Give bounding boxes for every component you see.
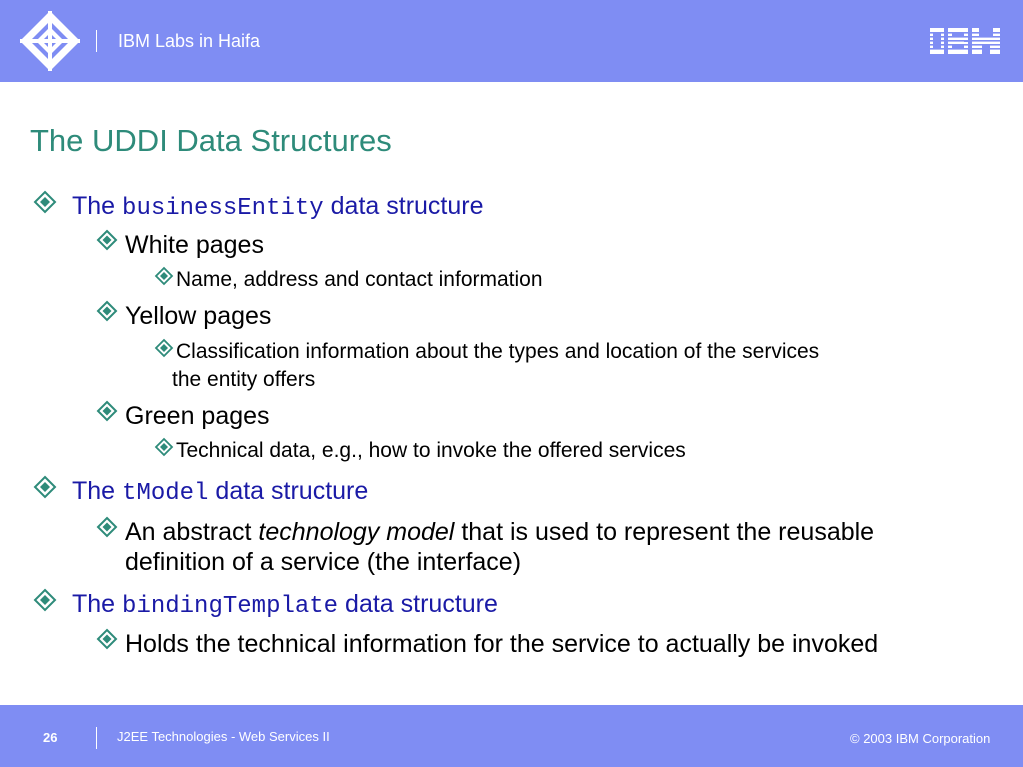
diamond-bullet-icon bbox=[154, 266, 174, 286]
diamond-logo-icon bbox=[18, 9, 82, 73]
footer-divider bbox=[96, 727, 97, 749]
diamond-bullet-icon bbox=[95, 399, 119, 423]
diamond-bullet-icon bbox=[32, 189, 58, 215]
code-business-entity: businessEntity bbox=[122, 195, 324, 222]
yellow-pages-detail-line2: the entity offers bbox=[172, 368, 316, 391]
footer-bar bbox=[0, 705, 1023, 767]
bullet-green-pages bbox=[125, 402, 270, 431]
bullet-tmodel-detail bbox=[125, 518, 874, 547]
tmodel-detail-start: An abstract bbox=[125, 518, 252, 546]
tmodel-detail-end: that is used to represent the reusable bbox=[461, 518, 875, 546]
diamond-bullet-icon bbox=[95, 228, 119, 252]
diamond-bullet-icon bbox=[95, 299, 119, 323]
bullet-business-entity bbox=[72, 192, 484, 222]
diamond-bullet-icon bbox=[95, 627, 119, 651]
bullet-suffix: data structure bbox=[345, 590, 498, 618]
bullet-binding-template bbox=[72, 590, 498, 620]
diamond-bullet-icon bbox=[95, 515, 119, 539]
bullet-prefix: The bbox=[72, 477, 116, 505]
diamond-bullet-icon bbox=[154, 338, 174, 358]
header-bar bbox=[0, 0, 1023, 82]
footer-course: J2EE Technologies - Web Services II bbox=[117, 729, 330, 744]
diamond-bullet-icon bbox=[32, 587, 58, 613]
bullet-prefix: The bbox=[72, 590, 116, 618]
ibm-logo-icon bbox=[930, 26, 1000, 56]
diamond-bullet-icon bbox=[32, 474, 58, 500]
bullet-suffix: data structure bbox=[330, 192, 484, 220]
diamond-bullet-icon bbox=[154, 437, 174, 457]
page-number: 26 bbox=[43, 730, 58, 745]
binding-template-detail: Holds the technical information for the service to actually be invoked bbox=[125, 630, 879, 658]
white-pages-label: White pages bbox=[125, 231, 264, 259]
tmodel-detail-italic: technology model bbox=[258, 518, 455, 546]
bullet-binding-template-detail bbox=[125, 630, 878, 659]
bullet-green-pages-detail bbox=[176, 439, 686, 463]
tmodel-detail-line2: definition of a service (the interface) bbox=[125, 548, 522, 576]
yellow-pages-label: Yellow pages bbox=[125, 302, 272, 330]
slide-title: The UDDI Data Structures bbox=[30, 123, 392, 158]
yellow-pages-detail-line1: Classification information about the types and location of the services bbox=[176, 340, 820, 363]
white-pages-detail: Name, address and contact information bbox=[176, 268, 543, 291]
bullet-tmodel bbox=[72, 477, 368, 507]
bullet-white-pages-detail bbox=[176, 268, 543, 292]
bullet-white-pages bbox=[125, 231, 264, 260]
bullet-yellow-pages bbox=[125, 302, 271, 331]
green-pages-detail: Technical data, e.g., how to invoke the offered services bbox=[176, 439, 686, 462]
footer-copyright: © 2003 IBM Corporation bbox=[850, 731, 991, 746]
code-tmodel: tModel bbox=[122, 480, 209, 507]
bullet-prefix: The bbox=[72, 192, 116, 220]
header-divider bbox=[96, 30, 97, 52]
code-binding-template: bindingTemplate bbox=[122, 593, 339, 620]
bullet-yellow-pages-detail bbox=[176, 340, 819, 364]
header-title: IBM Labs in Haifa bbox=[118, 31, 261, 51]
green-pages-label: Green pages bbox=[125, 402, 270, 430]
bullet-suffix: data structure bbox=[215, 477, 369, 505]
